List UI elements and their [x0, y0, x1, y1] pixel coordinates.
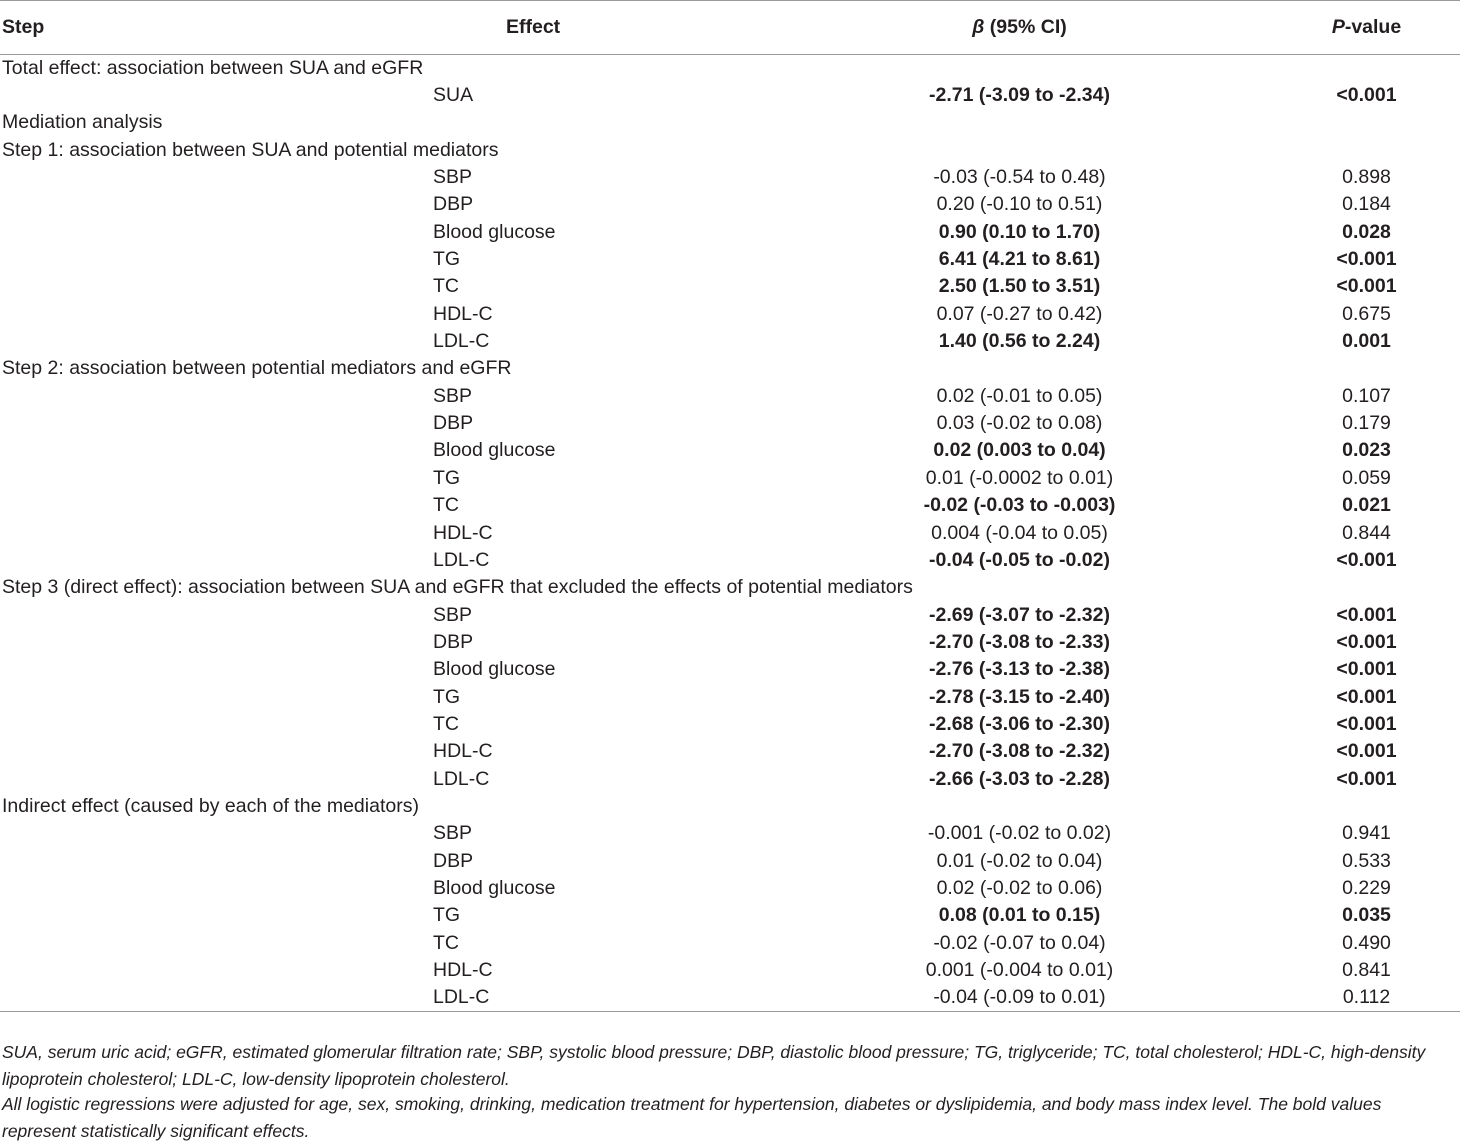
step-cell: [0, 465, 431, 492]
effect-cell: Blood glucose: [433, 220, 556, 243]
beta-ci-cell: 0.01 (-0.0002 to 0.01): [925, 466, 1114, 489]
step-cell: [0, 519, 431, 546]
beta-ci-cell: 6.41 (4.21 to 8.61): [938, 248, 1101, 271]
table-row: [0, 301, 1460, 328]
beta-ci-cell: -0.04 (-0.09 to 0.01): [766, 984, 1243, 1011]
effect-cell: Blood glucose: [433, 876, 556, 899]
p-value-cell: <0.001: [1336, 740, 1397, 763]
beta-ci-cell: 0.20 (-0.10 to 0.51): [936, 193, 1103, 216]
p-value-cell: 0.001: [1342, 330, 1391, 353]
effect-cell: DBP: [433, 849, 474, 872]
step-cell: [0, 601, 431, 628]
p-value-cell: <0.001: [1336, 767, 1397, 790]
section-row: [0, 793, 1460, 820]
step-cell: [0, 82, 431, 109]
effect-cell: TG: [433, 466, 461, 489]
effect-cell: LDL-C: [431, 984, 766, 1011]
table-row: [0, 656, 1460, 683]
beta-ci-cell: 0.08 (0.01 to 0.15): [938, 904, 1101, 927]
p-value-cell: 0.229: [1342, 876, 1391, 899]
table-row: [0, 957, 1460, 984]
step-cell: [0, 683, 431, 710]
table-row: [0, 984, 1460, 1011]
effect-cell: SBP: [433, 603, 473, 626]
table-row: [0, 629, 1460, 656]
table-row: [0, 847, 1460, 874]
table-row: [0, 437, 1460, 464]
section-row: [0, 55, 1460, 82]
effect-cell: LDL-C: [433, 330, 490, 353]
p-value-cell: <0.001: [1336, 84, 1397, 107]
table-row: [0, 930, 1460, 957]
header-effect: Effect: [431, 1, 766, 55]
effect-cell: Blood glucose: [433, 658, 556, 681]
p-value-cell: <0.001: [1336, 248, 1397, 271]
table-row: [0, 765, 1460, 792]
beta-ci-cell: 0.90 (0.10 to 1.70): [938, 220, 1101, 243]
effect-cell: TG: [433, 685, 461, 708]
beta-ci-cell: 0.02 (-0.01 to 0.05): [936, 384, 1103, 407]
p-value-cell: 0.112: [1243, 984, 1460, 1011]
beta-ci-cell: 2.50 (1.50 to 3.51): [938, 275, 1101, 298]
step-cell: [0, 191, 431, 218]
effect-cell: TC: [433, 712, 459, 735]
step-cell: [0, 656, 431, 683]
header-step: Step: [0, 1, 431, 55]
beta-ci-cell: -2.71 (-3.09 to -2.34): [929, 84, 1110, 107]
p-value-cell: <0.001: [1336, 548, 1397, 571]
table-row: [0, 82, 1460, 109]
effect-cell: HDL-C: [433, 740, 493, 763]
p-value-cell: <0.001: [1336, 658, 1397, 681]
p-value-cell: 0.675: [1342, 302, 1391, 325]
effect-cell: TC: [433, 494, 459, 517]
beta-ci-cell: -2.70 (-3.08 to -2.33): [929, 630, 1110, 653]
p-value-cell: 0.023: [1342, 439, 1391, 462]
section-title: Step 1: association between SUA and potential mediators: [2, 138, 499, 161]
p-value-cell: 0.059: [1342, 466, 1391, 489]
section-title: Step 3 (direct effect): association between SUA and eGFR that excluded the effects of potential mediators: [2, 576, 913, 599]
beta-ci-cell: -0.02 (-0.07 to 0.04): [933, 931, 1106, 954]
step-cell: [0, 437, 431, 464]
header-p-value: [1243, 1, 1460, 55]
step-cell: [0, 711, 431, 738]
beta-ci-cell: -0.001 (-0.02 to 0.02): [927, 822, 1112, 845]
p-value-cell: 0.533: [1342, 849, 1391, 872]
step-cell: [0, 246, 431, 273]
effect-cell: TC: [433, 275, 459, 298]
section-title: Step 2: association between potential mediators and eGFR: [2, 357, 512, 380]
table-header: [0, 1, 1460, 55]
table-row: [0, 246, 1460, 273]
section-title: Indirect effect (caused by each of the mediators): [2, 794, 419, 817]
step-cell: [0, 410, 431, 437]
step-cell: [0, 328, 431, 355]
beta-ci-cell: 0.01 (-0.02 to 0.04): [936, 849, 1103, 872]
table-row: [0, 410, 1460, 437]
header-beta-ci: [766, 1, 1243, 55]
beta-ci-cell: 0.03 (-0.02 to 0.08): [936, 412, 1103, 435]
step-cell: [0, 164, 431, 191]
table-row: [0, 164, 1460, 191]
p-value-cell: <0.001: [1336, 685, 1397, 708]
p-value-cell: 0.844: [1342, 521, 1391, 544]
step-cell: [0, 820, 431, 847]
section-row: [0, 355, 1460, 382]
beta-ci-cell: 0.001 (-0.004 to 0.01): [925, 959, 1114, 982]
table-row: [0, 738, 1460, 765]
header-beta-rest: (95% CI): [984, 16, 1067, 38]
section-title: Mediation analysis: [2, 111, 163, 134]
effect-cell: LDL-C: [433, 767, 490, 790]
beta-ci-cell: -2.68 (-3.06 to -2.30): [929, 712, 1110, 735]
p-value-cell: <0.001: [1336, 630, 1397, 653]
section-row: [0, 109, 1460, 136]
step-cell: [0, 875, 431, 902]
header-beta-symbol: β: [972, 16, 985, 38]
table-row: [0, 492, 1460, 519]
header-p-rest: -value: [1344, 16, 1402, 38]
beta-ci-cell: 0.004 (-0.04 to 0.05): [931, 521, 1108, 544]
p-value-cell: 0.841: [1342, 959, 1391, 982]
p-value-cell: <0.001: [1336, 603, 1397, 626]
section-row: [0, 137, 1460, 164]
step-cell: [0, 301, 431, 328]
beta-ci-cell: 0.02 (-0.02 to 0.06): [936, 876, 1103, 899]
table-row: [0, 219, 1460, 246]
table-row: [0, 875, 1460, 902]
p-value-cell: 0.179: [1342, 412, 1391, 435]
footnote-abbreviations: SUA, serum uric acid; eGFR, estimated glomerular filtration rate; SBP, systolic blood pressure; DBP, diastolic blood pressure; TG, triglyceride; TC, total cholesterol; HDL-C, high-density lipoprotein cholesterol; LDL-C, low-density lipoprotein cholesterol.: [2, 1042, 1426, 1089]
beta-ci-cell: -2.66 (-3.03 to -2.28): [929, 767, 1110, 790]
p-value-cell: <0.001: [1336, 275, 1397, 298]
beta-ci-cell: -2.78 (-3.15 to -2.40): [929, 685, 1110, 708]
step-cell: [0, 930, 431, 957]
effect-cell: SUA: [433, 84, 474, 107]
step-cell: [0, 957, 431, 984]
effect-cell: SBP: [433, 384, 473, 407]
p-value-cell: 0.941: [1342, 822, 1391, 845]
effect-cell: Blood glucose: [433, 439, 556, 462]
effect-cell: DBP: [433, 630, 474, 653]
table-row: [0, 547, 1460, 574]
table-row: [0, 683, 1460, 710]
table-row: [0, 711, 1460, 738]
step-cell: [0, 273, 431, 300]
footnote-note: All logistic regressions were adjusted for age, sex, smoking, drinking, medication treatment for hypertension, diabetes or dyslipidemia, and body mass index level. The bold values represent statistically significant effects.: [2, 1094, 1382, 1141]
p-value-cell: 0.898: [1342, 166, 1391, 189]
effect-cell: DBP: [433, 193, 474, 216]
header-row: [0, 1, 1460, 55]
table-row: [0, 328, 1460, 355]
table-body: [0, 55, 1460, 1012]
table-row: [0, 383, 1460, 410]
step-cell: [0, 219, 431, 246]
effect-cell: SBP: [433, 822, 473, 845]
p-value-cell: 0.490: [1342, 931, 1391, 954]
effect-cell: TG: [433, 248, 461, 271]
table-row: [0, 601, 1460, 628]
step-cell: [0, 383, 431, 410]
table-row: [0, 820, 1460, 847]
effect-cell: SBP: [433, 166, 473, 189]
step-cell: [0, 765, 431, 792]
step-cell: [0, 629, 431, 656]
beta-ci-cell: 0.02 (0.003 to 0.04): [933, 439, 1106, 462]
table-row: [0, 519, 1460, 546]
beta-ci-cell: -2.70 (-3.08 to -2.32): [929, 740, 1110, 763]
effect-cell: HDL-C: [433, 302, 493, 325]
step-cell: [0, 492, 431, 519]
beta-ci-cell: 1.40 (0.56 to 2.24): [938, 330, 1101, 353]
beta-ci-cell: -0.03 (-0.54 to 0.48): [933, 166, 1106, 189]
beta-ci-cell: -0.04 (-0.05 to -0.02): [929, 548, 1110, 571]
step-cell: [0, 902, 431, 929]
p-value-cell: 0.028: [1342, 220, 1391, 243]
step-cell: [0, 738, 431, 765]
section-row: [0, 574, 1460, 601]
effect-cell: TC: [433, 931, 459, 954]
p-value-cell: <0.001: [1336, 712, 1397, 735]
step-cell: [0, 984, 431, 1011]
effect-cell: TG: [433, 904, 461, 927]
step-cell: [0, 847, 431, 874]
table-row: [0, 465, 1460, 492]
beta-ci-cell: -0.02 (-0.03 to -0.003): [923, 494, 1116, 517]
section-title: Total effect: association between SUA and eGFR: [2, 56, 424, 79]
beta-ci-cell: 0.07 (-0.27 to 0.42): [936, 302, 1103, 325]
p-value-cell: 0.107: [1342, 384, 1391, 407]
p-value-cell: 0.021: [1342, 494, 1391, 517]
effect-cell: DBP: [433, 412, 474, 435]
beta-ci-cell: -2.76 (-3.13 to -2.38): [929, 658, 1110, 681]
table-row: [0, 273, 1460, 300]
effect-cell: HDL-C: [433, 959, 493, 982]
effect-cell: HDL-C: [433, 521, 493, 544]
p-value-cell: 0.035: [1342, 904, 1391, 927]
table-row: [0, 191, 1460, 218]
header-p-italic: P: [1331, 16, 1345, 38]
p-value-cell: 0.184: [1342, 193, 1391, 216]
effect-cell: LDL-C: [433, 548, 490, 571]
step-cell: [0, 547, 431, 574]
table-row: [0, 902, 1460, 929]
beta-ci-cell: -2.69 (-3.07 to -2.32): [929, 603, 1110, 626]
